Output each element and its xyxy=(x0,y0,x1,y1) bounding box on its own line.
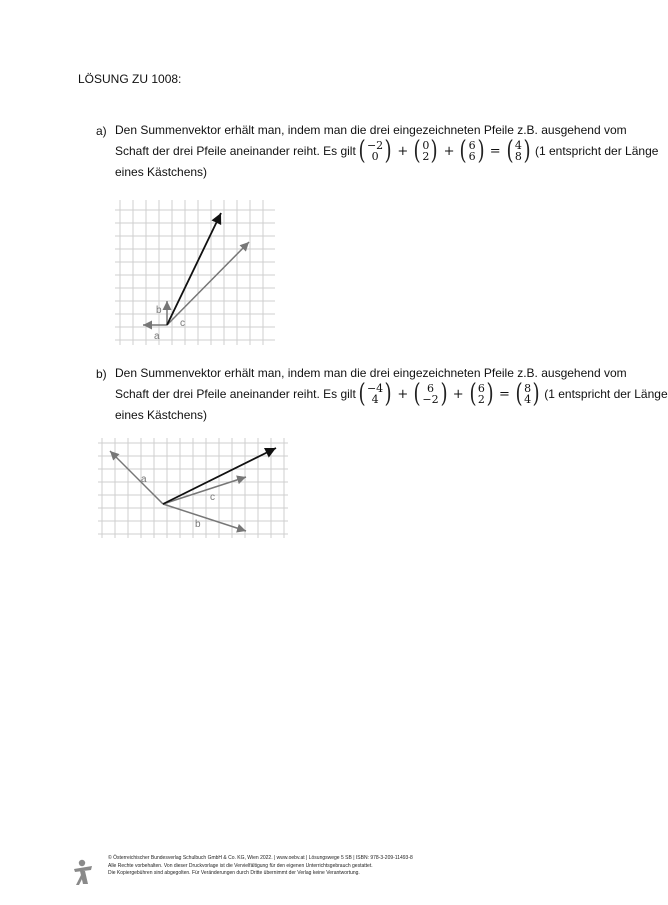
page-title: LÖSUNG ZU 1008: xyxy=(78,72,182,86)
label-c: c xyxy=(180,318,185,329)
vector-b2-y: −2 xyxy=(422,393,439,406)
plus-sign: + xyxy=(443,143,455,159)
vector-a2-y: 2 xyxy=(422,150,430,163)
publisher-logo-icon xyxy=(70,855,96,887)
vector-b3: ( 6 2 ) xyxy=(469,379,494,409)
vector-a1-x: −2 xyxy=(366,139,384,152)
plus-sign: + xyxy=(397,386,409,402)
vector-a-result-y: 8 xyxy=(514,150,522,163)
vector-b-result-x: 8 xyxy=(524,382,532,395)
vector-a-result: ( 4 8 ) xyxy=(506,136,531,166)
vector-a2-x: 0 xyxy=(422,139,430,152)
part-a-line3: eines Kästchens) xyxy=(115,165,208,179)
vector-b-result-y: 4 xyxy=(524,393,532,406)
vector-figure-b xyxy=(98,438,288,538)
vector-a-arrow xyxy=(110,451,163,504)
equals-sign: = xyxy=(499,386,510,402)
vector-a1-y: 0 xyxy=(371,150,379,163)
footer-line2: Alle Rechte vorbehalten. Von dieser Druckvorlage ist die Vervielfältigung für den eigenen Unterrichtsgebrauch gestattet. xyxy=(108,862,373,869)
part-a-label: a) xyxy=(96,124,107,138)
label-b: b xyxy=(195,519,201,530)
vector-b1-x: −4 xyxy=(366,382,384,395)
vector-a-result-x: 4 xyxy=(514,139,522,152)
label-a: a xyxy=(141,474,147,485)
vector-a1: ( −2 0 ) xyxy=(358,136,392,166)
vector-b3-y: 2 xyxy=(477,393,485,406)
vector-c-arrow xyxy=(163,477,246,504)
plus-sign: + xyxy=(452,386,464,402)
grid-b xyxy=(98,438,288,538)
plus-sign: + xyxy=(397,143,409,159)
vector-a3-x: 6 xyxy=(468,139,476,152)
grid-a xyxy=(115,200,275,345)
label-c: c xyxy=(210,492,215,503)
vector-b1: ( −4 4 ) xyxy=(358,379,392,409)
footer-copyright xyxy=(108,855,413,878)
label-a: a xyxy=(154,331,160,342)
footer-line3: Die Kopiergebühren sind abgegolten. Für Veränderungen durch Dritte übernimmt der Verlag keine Verantwortung. xyxy=(108,870,360,876)
part-a-line1: Den Summenvektor erhält man, indem man die drei eingezeichneten Pfeile z.B. ausgehend vom xyxy=(115,123,627,137)
vector-a2: ( 0 2 ) xyxy=(413,136,439,166)
part-a-line2-text: Schaft der drei Pfeile aneinander reiht. Es gilt xyxy=(115,143,356,158)
vector-b1-y: 4 xyxy=(371,393,379,406)
equals-sign: = xyxy=(489,143,501,159)
part-b-label: b) xyxy=(96,367,107,381)
part-a-line2-post: (1 entspricht der Länge xyxy=(535,143,659,158)
vector-figure-a xyxy=(115,200,275,345)
part-b-line2-text: Schaft der drei Pfeile aneinander reiht. Es gilt xyxy=(115,386,356,401)
vector-b2: ( 6 −2 ) xyxy=(413,379,448,409)
sum-vector-arrow xyxy=(167,213,221,325)
footer-line1: © Österreichischer Bundesverlag Schulbuch GmbH & Co. KG, Wien 2022. | www.oebv.at | Lösungswege 5 SB | ISBN: 978-3-209-11493-8 xyxy=(108,855,413,861)
vector-a3-y: 6 xyxy=(468,150,476,163)
vector-b-result: ( 8 4 ) xyxy=(515,379,540,409)
part-b-line3: eines Kästchens) xyxy=(115,408,208,422)
part-b-line1: Den Summenvektor erhält man, indem man die drei eingezeichneten Pfeile z.B. ausgehend vom xyxy=(115,366,627,380)
vector-a3: ( 6 6 ) xyxy=(459,136,485,166)
label-b: b xyxy=(156,305,162,316)
part-b-line2-post: (1 entspricht der Länge xyxy=(544,386,668,401)
vector-b2-x: 6 xyxy=(427,382,435,395)
vector-b3-x: 6 xyxy=(477,382,485,395)
